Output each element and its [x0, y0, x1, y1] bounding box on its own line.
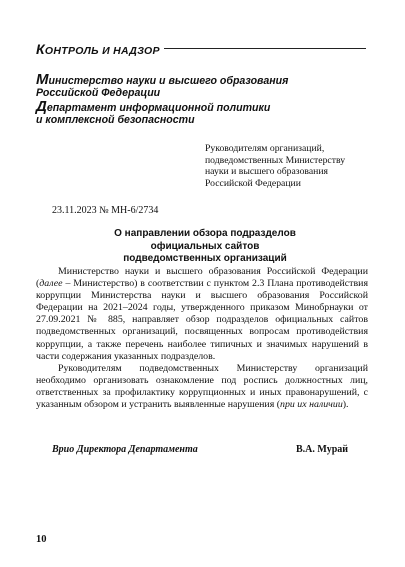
addressee-line: подведомственных Министерству: [205, 154, 346, 166]
body-paragraph-1: [36, 266, 368, 363]
body-text-run: Министерство науки и высшего образования Российской Федерации (: [36, 266, 368, 290]
issuer-block: [36, 71, 356, 127]
department-name-rest: епартамент информационной политики: [46, 101, 271, 114]
section-header: [36, 41, 366, 59]
addressee-line: Российской Федерации: [205, 177, 301, 189]
addressee-line: Руководителям организаций,: [205, 143, 325, 154]
department-name-line2: и комплексной безопасности: [36, 114, 195, 127]
body-text-emphasis: далее: [39, 278, 63, 290]
ministry-name-line1: [36, 71, 356, 88]
ministry-initial: М: [36, 71, 49, 88]
page-number: 10: [36, 534, 47, 545]
signatory-position: Врио Директора Департамента: [52, 444, 198, 455]
subject-heading: [60, 228, 350, 266]
department-initial: Д: [36, 97, 47, 115]
body-text-emphasis: при их наличии: [280, 399, 343, 411]
section-title-rest: ОНТРОЛЬ И НАДЗОР: [44, 45, 160, 57]
letter-body: [36, 266, 368, 411]
body-text-run: ).: [342, 399, 349, 411]
section-title-initial: К: [36, 41, 45, 57]
body-text-run: – Министерство) в соответствии с пунктом 2.3 Плана противодействия коррупции Министерства науки и высшего образования Российской Федерации на 2021–2024 годы, утвержденного приказом Минобрнауки от 27.09.2021 № 885, направляет обзор подразделов официальных сайтов подведомственных организаций, посвященных вопросам противодействия коррупции, а также перечень наиболее типичных и значимых нарушений в части содержания указанных подразделов.: [36, 278, 368, 362]
body-paragraph-2: [36, 363, 368, 411]
body-text-run: Руководителям подведомственных Министерству организаций необходимо организовать ознакомление под роспись должностных лиц, ответственных за профилактику коррупционных и иных правонарушений, с указанным обзором и устранить выявленные нарушения (: [36, 362, 368, 411]
department-name-line1: [36, 97, 356, 115]
document-number: 23.11.2023 № МН-6/2734: [52, 205, 159, 216]
subject-line: официальных сайтов: [150, 240, 260, 252]
subject-line: О направлении обзора подразделов: [114, 228, 296, 239]
signatory-name: В.А. Мурай: [296, 444, 349, 455]
ministry-name-line2: Российской Федерации: [36, 87, 161, 100]
ministry-name-rest: инистерство науки и высшего образования: [48, 75, 289, 87]
section-title: [36, 41, 164, 57]
addressee-line: науки и высшего образования: [205, 166, 328, 178]
addressee-block: [205, 143, 375, 189]
subject-line: подведомственных организаций: [123, 253, 287, 264]
